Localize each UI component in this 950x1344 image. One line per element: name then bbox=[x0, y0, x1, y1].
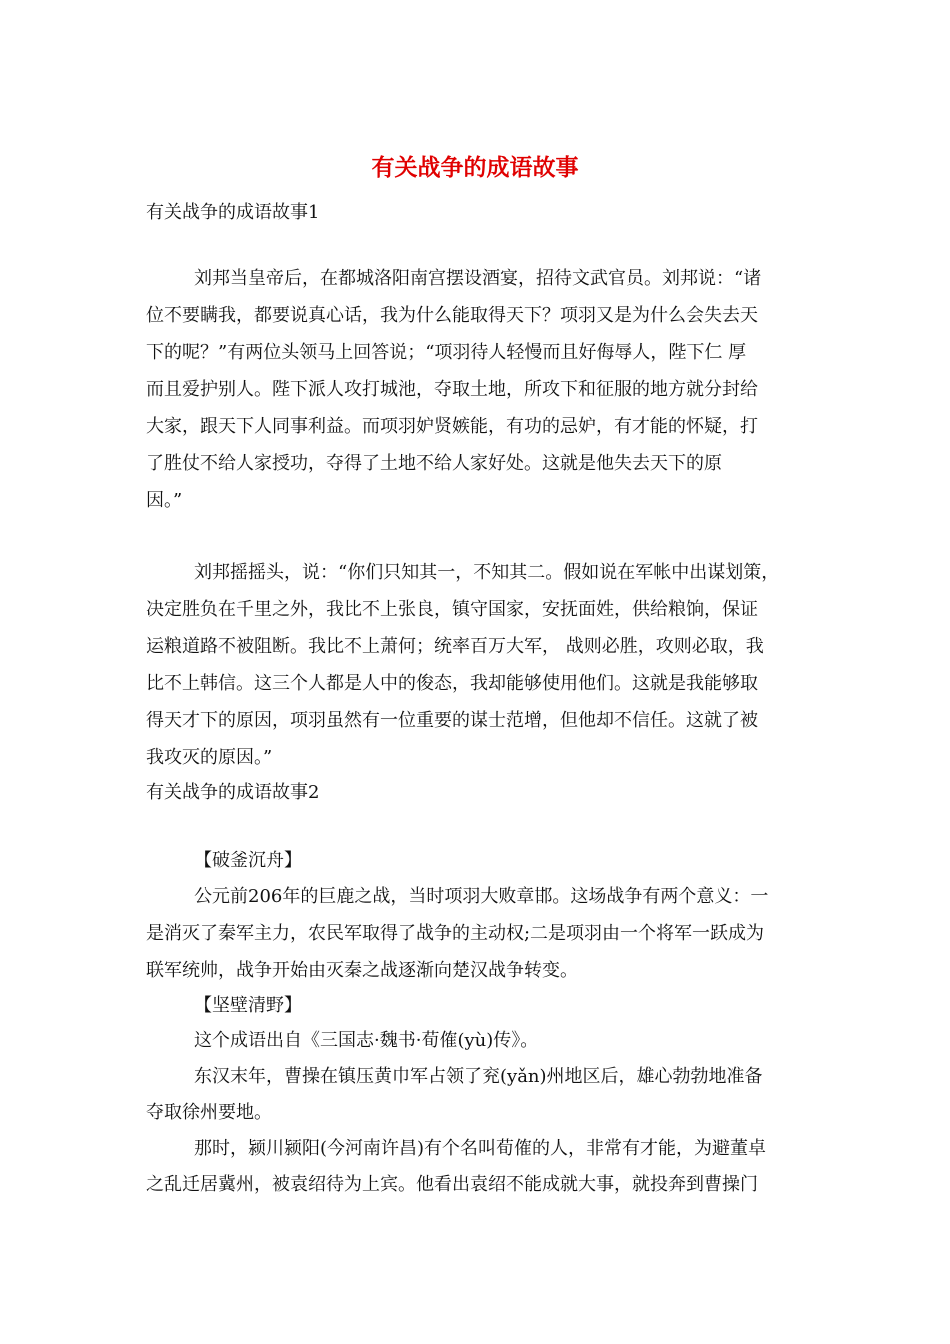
paragraph-line: 而且爱护别人。陛下派人攻打城池，夺取土地，所攻下和征服的地方就分封给 bbox=[146, 379, 758, 400]
paragraph-line: 大家，跟天下人同事利益。而项羽妒贤嫉能，有功的忌妒，有才能的怀疑，打 bbox=[146, 416, 758, 437]
paragraph-line: 公元前206年的巨鹿之战，当时项羽大败章邯。这场战争有两个意义：一 bbox=[194, 886, 769, 907]
paragraph-line: 这个成语出自《三国志·魏书·荀傕(yù)传》。 bbox=[194, 1030, 539, 1051]
paragraph-line: 位不要瞒我，都要说真心话，我为什么能取得天下？项羽又是为什么会失去天 bbox=[146, 305, 758, 326]
paragraph-line: 夺取徐州要地。 bbox=[146, 1102, 272, 1123]
subheading: 【坚壁清野】 bbox=[194, 995, 302, 1016]
paragraph-line: 决定胜负在千里之外，我比不上张良，镇守国家，安抚面姓，供给粮饷，保证 bbox=[146, 599, 758, 620]
paragraph-line: 之乱迁居冀州，被袁绍待为上宾。他看出袁绍不能成就大事，就投奔到曹操门 bbox=[146, 1174, 758, 1195]
paragraph-line: 运粮道路不被阻断。我比不上萧何；统率百万大军， 战则必胜，攻则必取，我 bbox=[146, 636, 764, 657]
paragraph-line: 比不上韩信。这三个人都是人中的俊态，我却能够使用他们。这就是我能够取 bbox=[146, 673, 758, 694]
paragraph-line: 是消灭了秦军主力，农民军取得了战争的主动权;二是项羽由一个将军一跃成为 bbox=[146, 923, 765, 944]
section-heading-2: 有关战争的成语故事2 bbox=[146, 782, 320, 803]
paragraph-line: 刘邦当皇帝后，在都城洛阳南宫摆设酒宴，招待文武官员。刘邦说：“诸 bbox=[194, 268, 762, 289]
paragraph-line: 那时，颍川颍阳(今河南许昌)有个名叫荀傕的人，非常有才能，为避董卓 bbox=[194, 1138, 767, 1159]
subheading: 【破釜沉舟】 bbox=[194, 850, 302, 871]
section-heading-1: 有关战争的成语故事1 bbox=[146, 202, 320, 223]
paragraph-line: 得天才下的原因，项羽虽然有一位重要的谋士范增，但他却不信任。这就了被 bbox=[146, 710, 758, 731]
page-title: 有关战争的成语故事 bbox=[371, 154, 579, 181]
paragraph-line: 联军统帅，战争开始由灭秦之战逐渐向楚汉战争转变。 bbox=[146, 960, 578, 981]
paragraph-line: 东汉末年，曹操在镇压黄巾军占领了兖(yǎn)州地区后，雄心勃勃地准备 bbox=[194, 1066, 763, 1087]
paragraph-line: 我攻灭的原因。” bbox=[146, 747, 273, 768]
paragraph-line: 下的呢？”有两位头领马上回答说；“项羽待人轻慢而且好侮辱人，陛下仁 厚 bbox=[146, 342, 747, 363]
paragraph-line: 因。” bbox=[146, 490, 183, 511]
paragraph-line: 了胜仗不给人家授功，夺得了土地不给人家好处。这就是他失去天下的原 bbox=[146, 453, 722, 474]
paragraph-line: 刘邦摇摇头，说：“你们只知其一，不知其二。假如说在军帐中出谋划策， bbox=[194, 562, 780, 583]
